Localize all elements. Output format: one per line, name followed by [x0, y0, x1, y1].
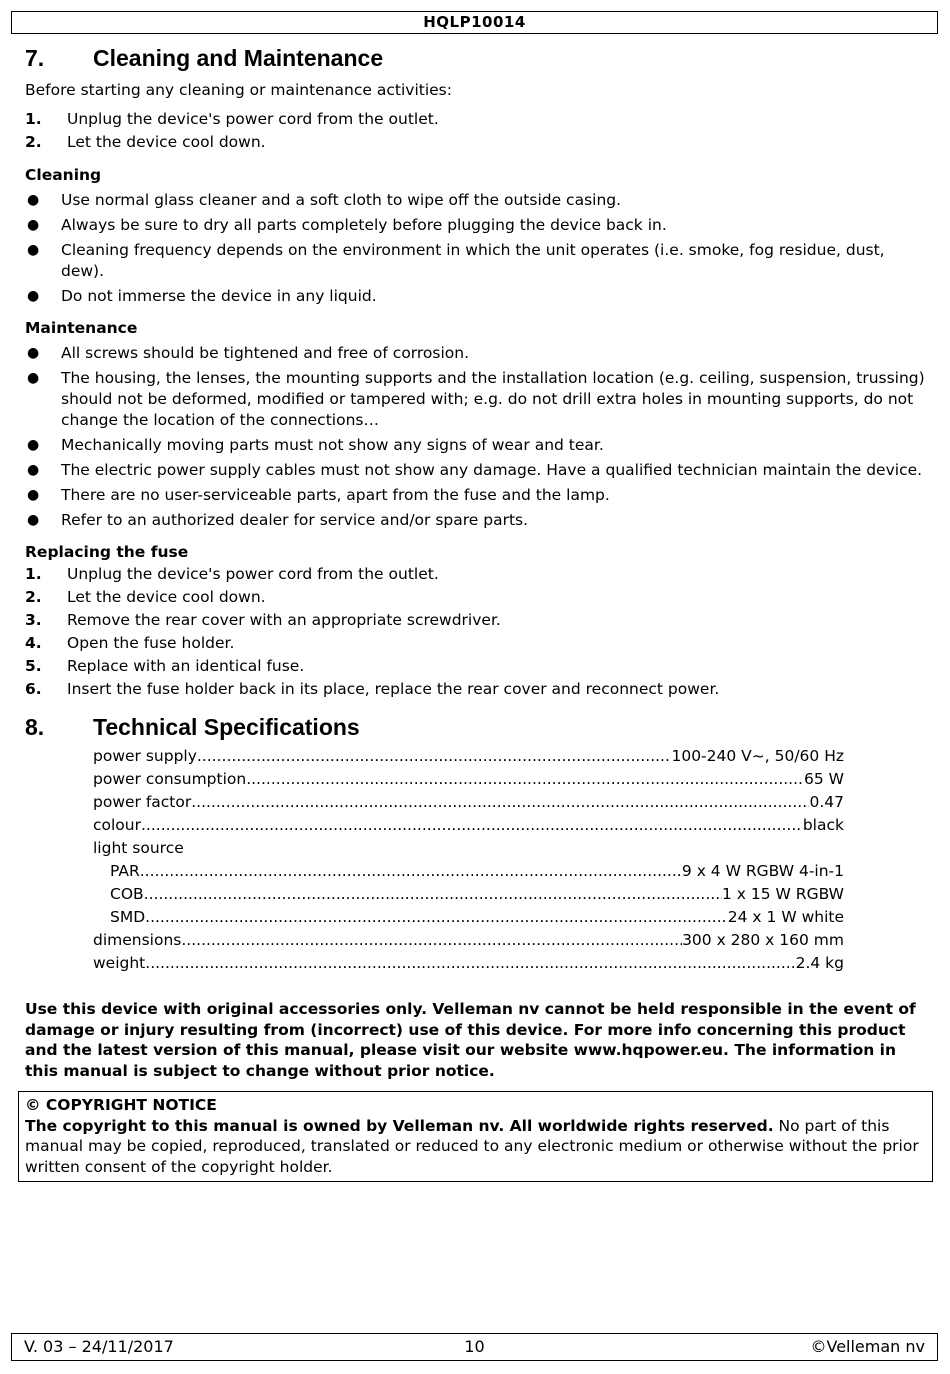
- list-item: ● There are no user-serviceable parts, apart from the fuse and the lamp.: [27, 486, 610, 504]
- list-item: ● Do not immerse the device in any liquid.: [27, 287, 377, 305]
- spec-table: [93, 745, 844, 975]
- list-item: ● The electric power supply cables must not show any damage. Have a qualified technician maintain the device.: [27, 461, 923, 479]
- list-item: 2. Let the device cool down.: [25, 133, 266, 151]
- page-footer: [11, 1333, 938, 1361]
- section-7-heading: [25, 42, 925, 74]
- copyright-bold-text: The copyright to this manual is owned by Velleman nv. All worldwide rights reserved.: [25, 1116, 774, 1135]
- list-item: ● Use normal glass cleaner and a soft cloth to wipe off the outside casing.: [27, 191, 622, 209]
- footer-owner: ©Velleman nv: [810, 1337, 925, 1356]
- spec-row: colour ..... black: [93, 814, 844, 837]
- cleaning-list: [25, 190, 925, 307]
- list-item: ● The housing, the lenses, the mounting supports and the installation location (e.g. ceiling, suspension, trussing) should not be deformed, modified or tampered with; e.g. do not drill extra holes in mounting supports, do not change the location of the connections…: [27, 369, 925, 429]
- bullet-icon: ●: [27, 437, 40, 453]
- section-8-heading: [25, 711, 925, 743]
- list-item: 6. Insert the fuse holder back in its place, replace the rear cover and reconnect power.: [25, 680, 720, 698]
- bullet-icon: ●: [27, 192, 40, 208]
- list-item: ● All screws should be tightened and free of corrosion.: [27, 344, 470, 362]
- list-item: ● Mechanically moving parts must not show any signs of wear and tear.: [27, 436, 604, 454]
- spec-row: power supply ..... 100-240 V~, 50/60 Hz: [93, 745, 844, 768]
- bullet-icon: ●: [27, 345, 40, 361]
- page-content: [25, 42, 925, 1182]
- bullet-icon: ●: [27, 288, 40, 304]
- list-item: ● Refer to an authorized dealer for service and/or spare parts.: [27, 511, 529, 529]
- list-item: 1. Unplug the device's power cord from the outlet.: [25, 110, 439, 128]
- pre-steps-list: [25, 108, 925, 154]
- spec-row: power factor ..... 0.47: [93, 791, 844, 814]
- page-header: [11, 11, 938, 34]
- spec-row: power consumption ..... 65 W: [93, 768, 844, 791]
- bullet-icon: ●: [27, 370, 40, 386]
- spec-row: light source: [93, 839, 184, 857]
- copyright-notice: [18, 1091, 933, 1182]
- spec-row: dimensions ..... 300 x 280 x 160 mm: [93, 929, 844, 952]
- section-number: 7.: [25, 45, 45, 71]
- spec-row: weight ..... 2.4 kg: [93, 952, 844, 975]
- spec-row: SMD ..... 24 x 1 W white: [93, 906, 844, 929]
- section-number: 8.: [25, 714, 45, 740]
- bullet-icon: ●: [27, 462, 40, 478]
- section-title: Cleaning and Maintenance: [93, 45, 384, 71]
- bullet-icon: ●: [27, 512, 40, 528]
- disclaimer: Use this device with original accessories only. Velleman nv cannot be held responsible in the event of damage or injury resulting from (incorrect) use of this device. For more info concerning this product and the latest version of this manual, please visit our website www.hqpower.eu. The information in this manual is subject to change without prior notice.: [25, 1000, 916, 1080]
- bullet-icon: ●: [27, 217, 40, 233]
- model-number: HQLP10014: [423, 13, 526, 31]
- copyright-text: No part of this manual may be copied, reproduced, translated or reduced to any electronic medium or otherwise without the prior written consent of the copyright holder.: [25, 1116, 919, 1176]
- list-item: 5. Replace with an identical fuse.: [25, 657, 305, 675]
- copyright-body: [25, 1116, 926, 1178]
- list-item: 4. Open the fuse holder.: [25, 634, 235, 652]
- page-number: 10: [464, 1337, 485, 1356]
- bullet-icon: ●: [27, 242, 40, 258]
- intro-text: Before starting any cleaning or maintenance activities:: [25, 81, 452, 99]
- list-item: 3. Remove the rear cover with an appropriate screwdriver.: [25, 611, 501, 629]
- copyright-title: © COPYRIGHT NOTICE: [25, 1096, 217, 1114]
- fuse-steps-list: [25, 563, 925, 701]
- list-item: 2. Let the device cool down.: [25, 588, 266, 606]
- maintenance-list: [25, 343, 925, 531]
- list-item: 1. Unplug the device's power cord from the outlet.: [25, 565, 439, 583]
- fuse-heading: Replacing the fuse: [25, 543, 189, 561]
- maintenance-heading: Maintenance: [25, 319, 138, 337]
- section-title: Technical Specifications: [93, 714, 360, 740]
- spec-row: COB ..... 1 x 15 W RGBW: [93, 883, 844, 906]
- bullet-icon: ●: [27, 487, 40, 503]
- list-item: ● Cleaning frequency depends on the environment in which the unit operates (i.e. smoke, fog residue, dust, dew).: [27, 241, 885, 280]
- cleaning-heading: Cleaning: [25, 166, 102, 184]
- version-date: V. 03 – 24/11/2017: [24, 1337, 174, 1356]
- list-item: ● Always be sure to dry all parts completely before plugging the device back in.: [27, 216, 667, 234]
- spec-row: PAR ..... 9 x 4 W RGBW 4-in-1: [93, 860, 844, 883]
